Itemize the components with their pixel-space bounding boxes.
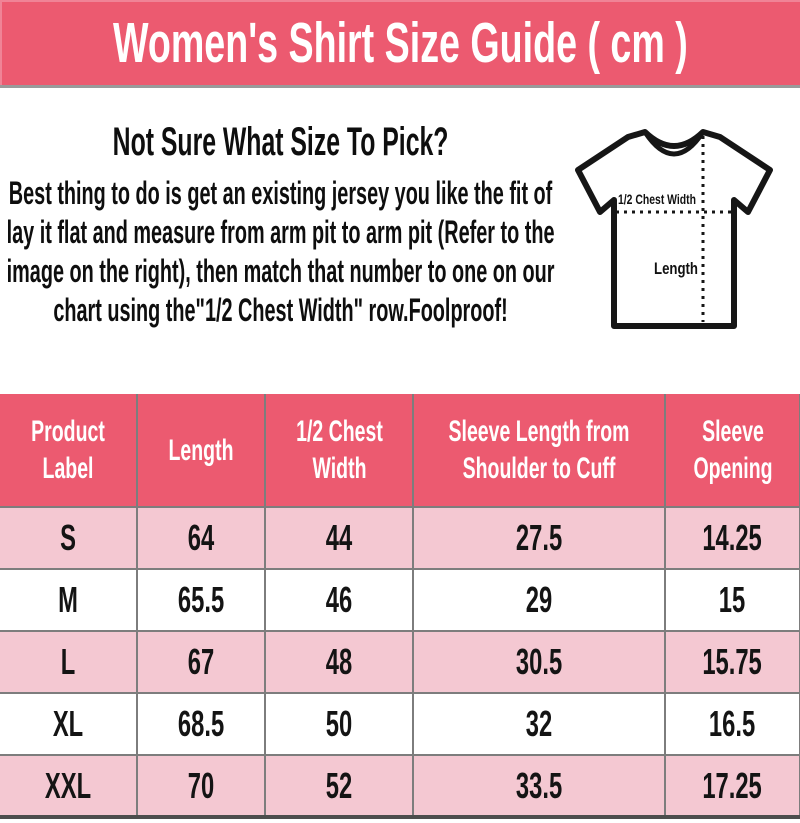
sleeve-length-cell: 29	[413, 569, 665, 631]
sleeve-opening-cell: 17.25	[665, 755, 800, 817]
sleeve-opening-cell: 15	[665, 569, 800, 631]
table-row-m	[0, 569, 800, 631]
sleeve-length-cell: 32	[413, 693, 665, 755]
column-header-length: Length	[137, 394, 265, 507]
length-cell: 64	[137, 507, 265, 569]
instructions-section	[0, 88, 800, 394]
size-label-cell: XXL	[0, 755, 137, 817]
sleeve-opening-cell: 15.75	[665, 631, 800, 693]
column-header-half-chest-width: 1/2 Chest Width	[265, 394, 413, 507]
size-label-cell: S	[0, 507, 137, 569]
length-cell: 68.5	[137, 693, 265, 755]
size-label-cell: L	[0, 631, 137, 693]
tshirt-diagram	[570, 124, 798, 346]
column-header-sleeve-length: Sleeve Length from Shoulder to Cuff	[413, 394, 665, 507]
instructions-body: Best thing to do is get an existing jersey you like the fit of lay it flat and measure from arm pit to arm pit (Refer to the image on the right), then match that number to one on our chart using the"1/2 Chest Width" row.Foolproof!	[6, 175, 555, 328]
chest-width-label: 1/2 Chest Width	[618, 191, 696, 207]
tshirt-icon	[570, 124, 798, 346]
table-row-xxl	[0, 755, 800, 817]
instructions-heading: Not Sure What Size To Pick?	[112, 120, 449, 164]
table-row-l	[0, 631, 800, 693]
size-label-cell: M	[0, 569, 137, 631]
length-cell: 65.5	[137, 569, 265, 631]
half-chest-cell: 50	[265, 693, 413, 755]
sleeve-length-cell: 30.5	[413, 631, 665, 693]
page-title: Women's Shirt Size Guide ( cm )	[112, 10, 688, 75]
sleeve-length-cell: 27.5	[413, 507, 665, 569]
sleeve-length-cell: 33.5	[413, 755, 665, 817]
size-table	[0, 394, 800, 819]
sleeve-opening-cell: 14.25	[665, 507, 800, 569]
size-label-cell: XL	[0, 693, 137, 755]
column-header-sleeve-opening: Sleeve Opening	[665, 394, 800, 507]
title-banner	[0, 0, 800, 88]
table-row-xl	[0, 693, 800, 755]
table-row-s	[0, 507, 800, 569]
instructions-text-block	[0, 120, 561, 330]
length-cell: 67	[137, 631, 265, 693]
half-chest-cell: 48	[265, 631, 413, 693]
length-cell: 70	[137, 755, 265, 817]
header-row	[0, 394, 800, 507]
tshirt-outline	[578, 132, 770, 326]
half-chest-cell: 44	[265, 507, 413, 569]
column-header-product-label: Product Label	[0, 394, 137, 507]
sleeve-opening-cell: 16.5	[665, 693, 800, 755]
length-label: Length	[654, 259, 698, 278]
half-chest-cell: 52	[265, 755, 413, 817]
half-chest-cell: 46	[265, 569, 413, 631]
